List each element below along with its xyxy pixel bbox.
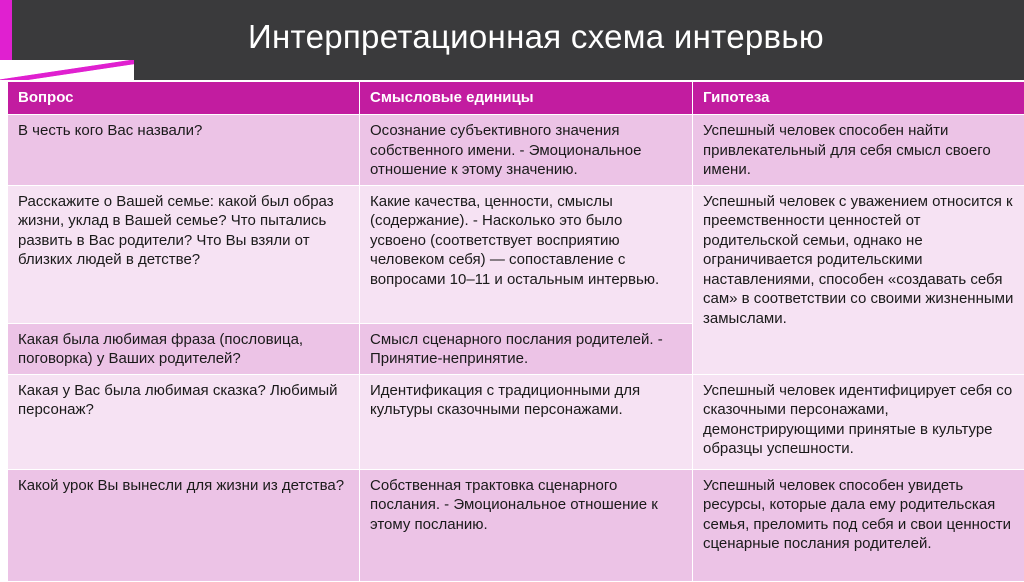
units-cell: Какие качества, ценности, смыслы (содержание). - Насколько это было усвоено (соответствует восприятию человеком себя) — сопоставление с вопросами 10–11 и остальным интервью.: [360, 185, 693, 323]
hypothesis-cell: Успешный человек способен увидеть ресурсы, которые дала ему родительская семья, преломить под себя и свои ценности сценарные послания родителей.: [693, 469, 1024, 581]
header-bar: [0, 0, 1024, 80]
hypothesis-cell: Успешный человек идентифицирует себя со сказочными персонажами, демонстрирующими принятые в культуре образцы успешности.: [693, 374, 1024, 469]
hypothesis-cell: Успешный человек способен найти привлекательный для себя смысл своего имени.: [693, 115, 1024, 186]
table-header-row: [8, 82, 1024, 115]
hypothesis-cell: Успешный человек с уважением относится к преемственности ценностей от родительской семьи, однако не ограничивается родительскими наставлениями, способен «создавать себя сам» в соответствии со своими жизненными замыслами.: [693, 185, 1024, 374]
question-cell: Какой урок Вы вынесли для жизни из детства?: [8, 469, 360, 581]
question-cell: Какая у Вас была любимая сказка? Любимый персонаж?: [8, 374, 360, 469]
table-row: [8, 469, 1024, 581]
header-question: Вопрос: [8, 82, 360, 115]
units-cell: Собственная трактовка сценарного послания. - Эмоциональное отношение к этому посланию.: [360, 469, 693, 581]
units-cell: Осознание субъективного значения собственного имени. - Эмоциональное отношение к этому значению.: [360, 115, 693, 186]
table-row: [8, 374, 1024, 469]
units-cell: Идентификация с традиционными для культуры сказочными персонажами.: [360, 374, 693, 469]
header-hypothesis: Гипотеза: [693, 82, 1024, 115]
question-cell: Какая была любимая фраза (пословица, поговорка) у Ваших родителей?: [8, 323, 360, 374]
question-cell: Расскажите о Вашей семье: какой был образ жизни, уклад в Вашей семье? Что пытались развить в Вас родители? Что Вы взяли от близких людей в детстве?: [8, 185, 360, 323]
header-units: Смысловые единицы: [360, 82, 693, 115]
units-cell: Смысл сценарного послания родителей. - Принятие-непринятие.: [360, 323, 693, 374]
page-title: Интерпретационная схема интервью: [248, 18, 824, 56]
interview-table: [7, 81, 1024, 582]
table-row: [8, 115, 1024, 186]
accent-stripe: [0, 60, 134, 80]
question-cell: В честь кого Вас назвали?: [8, 115, 360, 186]
accent-bar: [0, 0, 12, 60]
table-row: [8, 185, 1024, 323]
